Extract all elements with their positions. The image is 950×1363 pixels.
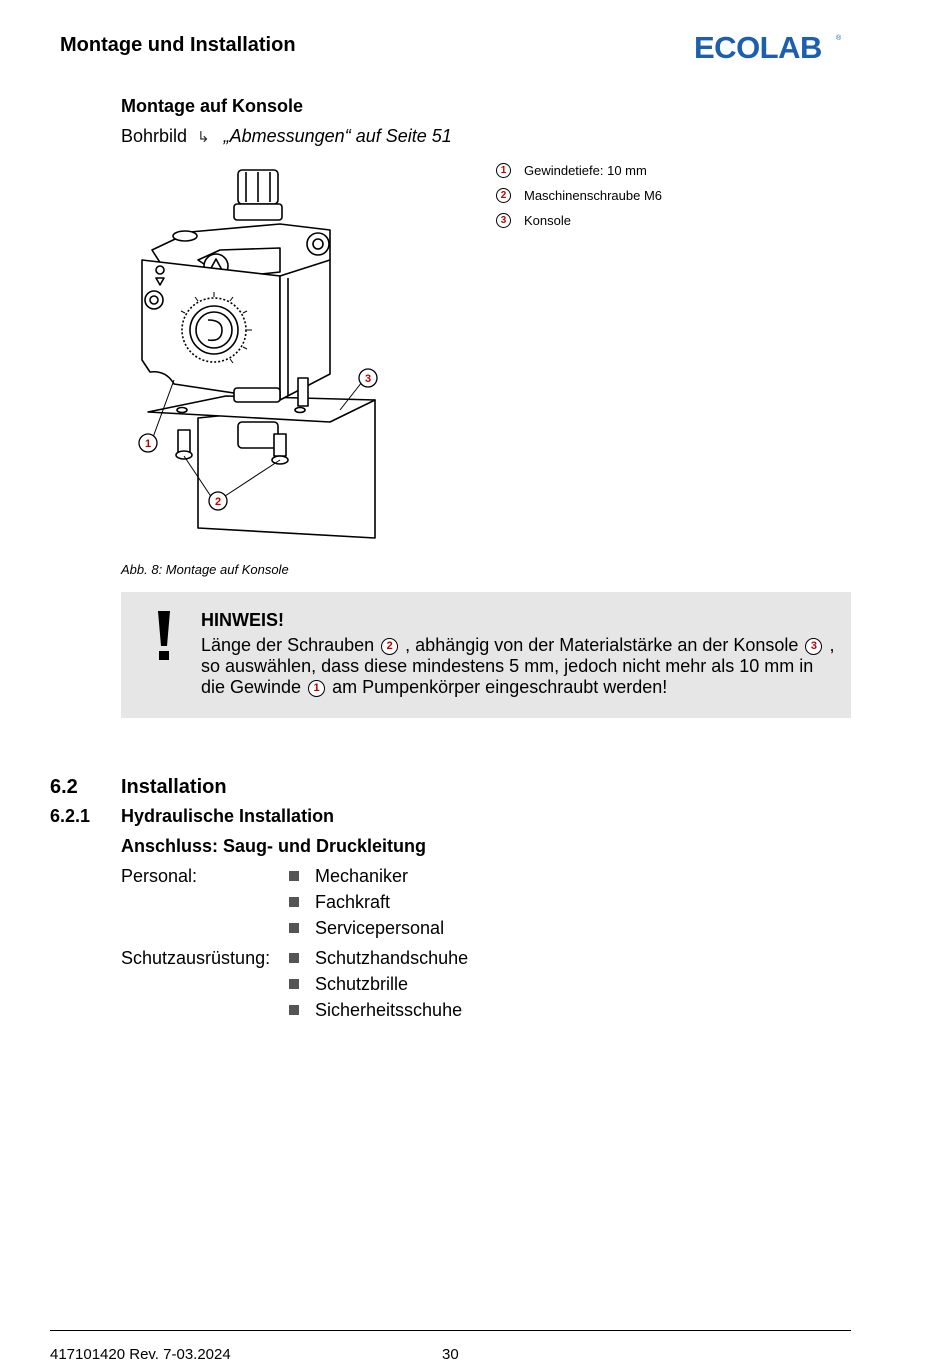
legend-text: Gewindetiefe: 10 mm: [524, 163, 647, 178]
list-item-text: Servicepersonal: [315, 917, 445, 938]
logo-text: ECOLAB: [694, 30, 822, 62]
dimensions-link[interactable]: „Abmessungen“ auf Seite 51: [223, 126, 452, 146]
personnel-label: Personal:: [121, 866, 198, 886]
page-header-title: Montage und Installation: [60, 34, 296, 56]
figure-callout: 3: [364, 373, 372, 385]
bullet-square-icon: [289, 953, 299, 963]
drill-pattern-reference: [121, 126, 452, 147]
list-item: [289, 915, 444, 941]
list-item: [289, 997, 468, 1023]
list-item-text: Schutzbrille: [315, 973, 409, 994]
subsection-number: 6.2.1: [50, 806, 91, 826]
list-item: [289, 863, 444, 889]
mounting-title: Montage auf Konsole: [121, 96, 304, 116]
callout-badge: 1: [496, 163, 511, 178]
notice-text-part: Länge der Schrauben: [201, 635, 375, 655]
callout-badge: 3: [805, 638, 822, 655]
svg-text:®: ®: [836, 35, 842, 42]
notice-box: [121, 592, 851, 718]
list-item: [289, 889, 444, 915]
exclamation-icon: [149, 606, 179, 666]
page-number: 30: [442, 1346, 459, 1363]
legend-text: Maschinenschraube M6: [524, 188, 663, 203]
connection-title: Anschluss: Saug- und Druckleitung: [121, 836, 427, 856]
callout-badge: 3: [496, 213, 511, 228]
list-item: [289, 945, 468, 971]
legend-item: [496, 158, 662, 183]
legend-item: [496, 208, 662, 233]
notice-heading: HINWEIS!: [201, 610, 284, 630]
bullet-square-icon: [289, 897, 299, 907]
list-item: [289, 971, 468, 997]
footer-divider: [50, 1330, 851, 1331]
subsection-title: Hydraulische Installation: [121, 806, 335, 826]
document-id: 417101420 Rev. 7-03.2024: [50, 1346, 231, 1363]
cross-reference-icon: ↳: [197, 129, 210, 146]
personnel-list: [289, 863, 444, 941]
ppe-list: [289, 945, 468, 1023]
legend-text: Konsole: [524, 213, 571, 228]
callout-badge: 2: [496, 188, 511, 203]
pump-on-bracket-drawing: [130, 160, 390, 550]
figure-callout: 1: [144, 438, 152, 450]
bullet-square-icon: [289, 923, 299, 933]
bullet-square-icon: [289, 979, 299, 989]
section-number: 6.2: [50, 776, 78, 798]
list-item-text: Sicherheitsschuhe: [315, 999, 463, 1020]
callout-badge: 1: [308, 680, 325, 697]
list-item-text: Schutzhandschuhe: [315, 947, 469, 968]
notice-text-part: , so auswählen, dass diese mindestens 5 mm, jedoch nicht mehr als 10 mm in die Gewinde: [201, 635, 835, 697]
section-title: Installation: [121, 776, 227, 798]
ref-prefix: Bohrbild: [121, 126, 188, 146]
notice-text: [201, 635, 841, 698]
figure-legend: [496, 158, 662, 233]
figure-caption: Abb. 8: Montage auf Konsole: [121, 562, 289, 577]
legend-item: [496, 183, 662, 208]
bullet-square-icon: [289, 1005, 299, 1015]
callout-badge: 2: [381, 638, 398, 655]
ppe-label: Schutzausrüstung:: [121, 948, 271, 968]
figure-callout: 2: [214, 496, 222, 508]
bullet-square-icon: [289, 871, 299, 881]
notice-text-part: am Pumpenkörper eingeschraubt werden!: [332, 677, 668, 697]
notice-text-part: , abhängig von der Materialstärke an der Konsole: [405, 635, 799, 655]
list-item-text: Mechaniker: [315, 865, 409, 886]
list-item-text: Fachkraft: [315, 891, 391, 912]
ecolab-logo: [694, 30, 844, 62]
